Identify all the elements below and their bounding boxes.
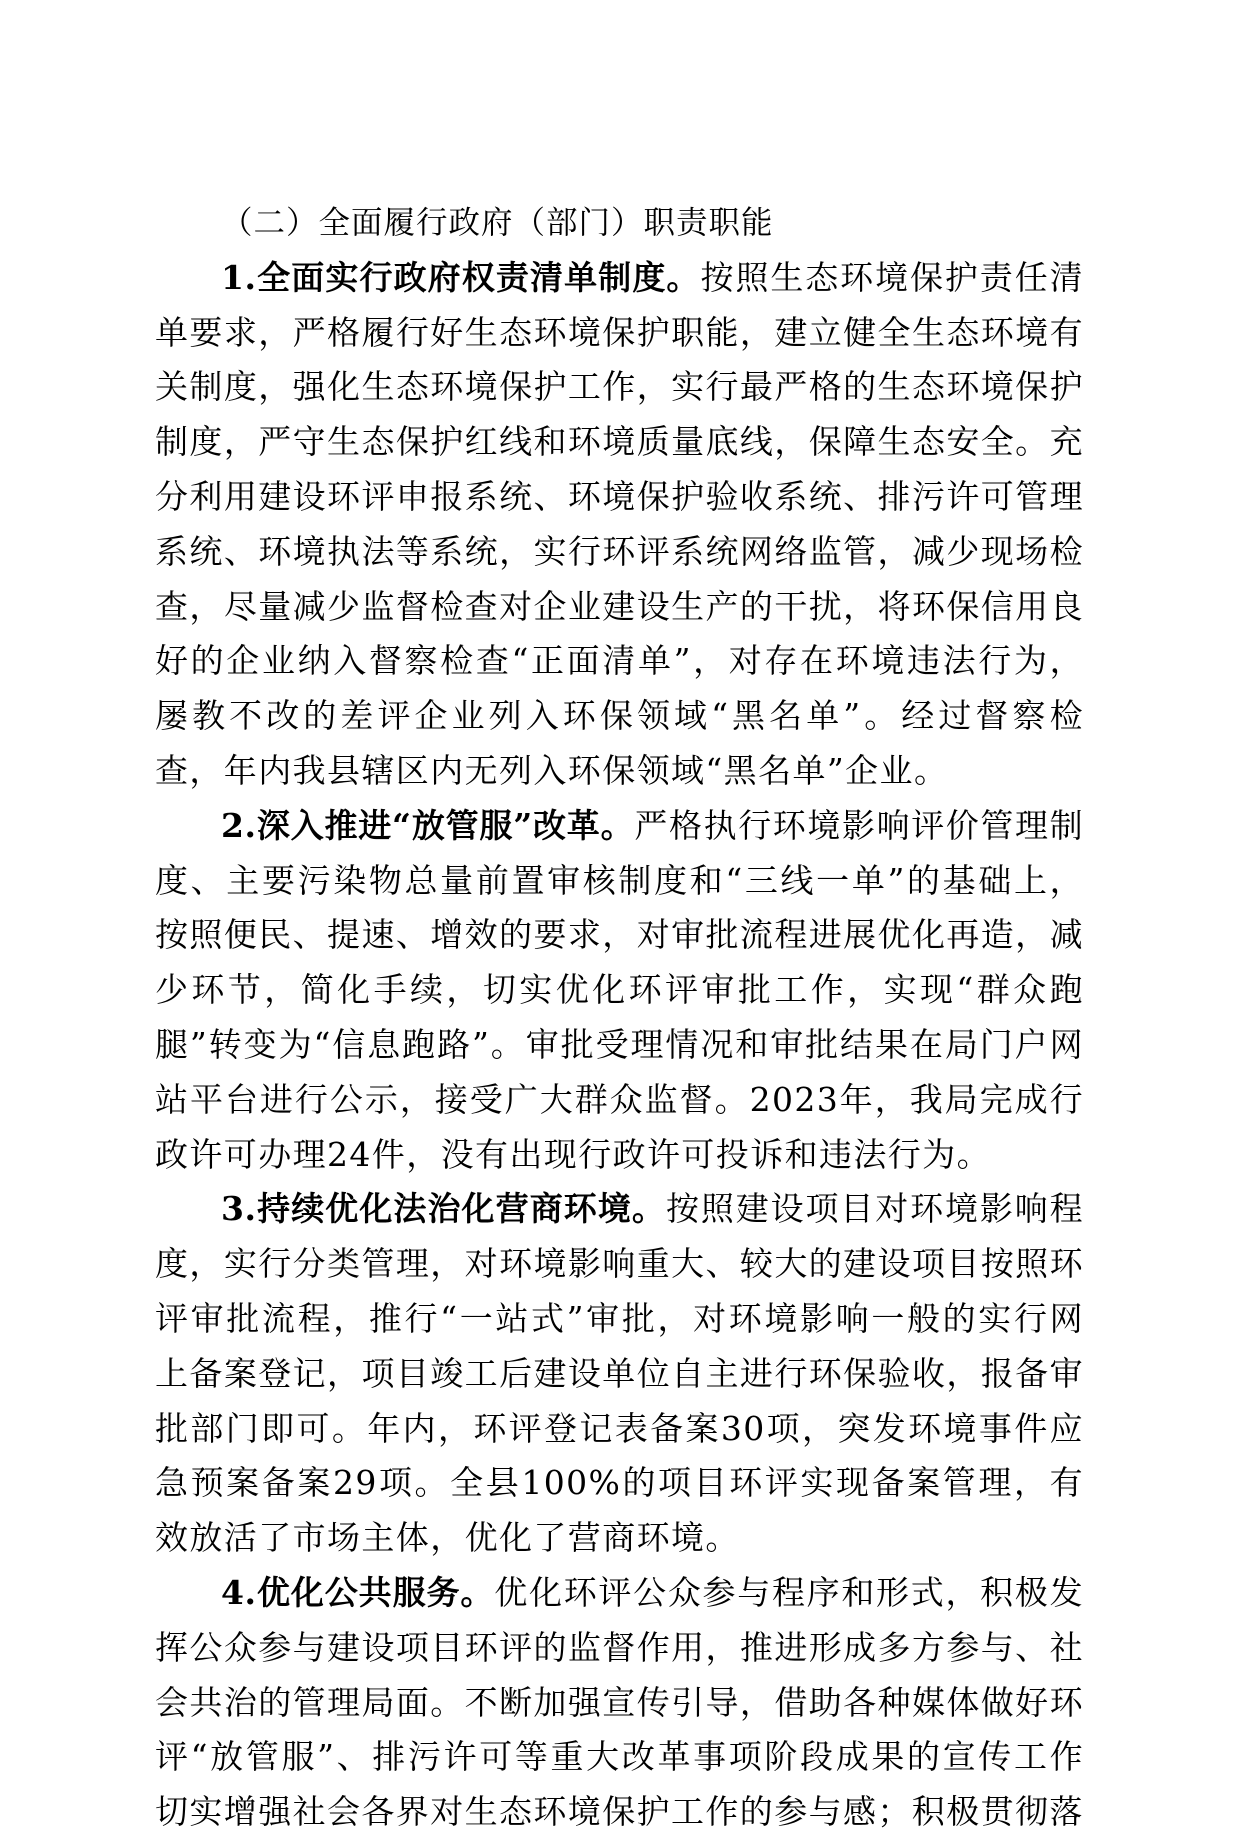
paragraph-4: [155, 1566, 1084, 1840]
paragraph-3-body: 按照建设项目对环境影响程度，实行分类管理，对环境影响重大、较大的建设项目按照环评审批流程，推行“一站式”审批，对环境影响一般的实行网上备案登记，项目竣工后建设单位自主进行环保验收，报备审批部门即可。年内，环评登记表备案30项，突发环境事件应急预案备案29项。全县100%的项目环评实现备案管理，有效放活了市场主体，优化了营商环境。: [155, 1189, 1084, 1558]
paragraph-4-body: 优化环评公众参与程序和形式，积极发挥公众参与建设项目环评的监督作用，推进形成多方参与、社会共治的管理局面。不断加强宣传引导，借助各种媒体做好环评“放管服”、排污许可等重大改革事项阶段成果的宣传工作切实增强社会各界对生态环境保护工作的参与感；积极贯彻落: [155, 1572, 1084, 1832]
paragraph-2: [155, 799, 1084, 1183]
paragraph-3: [155, 1182, 1084, 1566]
paragraph-4-lead: 4.优化公共服务。: [221, 1572, 495, 1612]
paragraph-2-lead: 2.深入推进“放管服”改革。: [221, 805, 635, 845]
document-page: [155, 196, 1084, 1840]
section-heading: （二）全面履行政府（部门）职责职能: [221, 205, 774, 241]
paragraph-1: [155, 251, 1084, 799]
paragraph-1-lead: 1.全面实行政府权责清单制度。: [221, 257, 701, 297]
paragraph-2-body: 严格执行环境影响评价管理制度、主要污染物总量前置审核制度和“三线一单”的基础上，按照便民、提速、增效的要求，对审批流程进展优化再造，减少环节，简化手续，切实优化环评审批工作，实现“群众跑腿”转变为“信息跑路”。审批受理情况和审批结果在局门户网站平台进行公示，接受广大群众监督。2023年，我局完成行政许可办理24件，没有出现行政许可投诉和违法行为。: [155, 805, 1084, 1174]
paragraph-3-lead: 3.持续优化法治化营商环境。: [221, 1189, 666, 1229]
paragraph-1-body: 按照生态环境保护责任清单要求，严格履行好生态环境保护职能，建立健全生态环境有关制度，强化生态环境保护工作，实行最严格的生态环境保护制度，严守生态保护红线和环境质量底线，保障生态安全。充分利用建设环评申报系统、环境保护验收系统、排污许可管理系统、环境执法等系统，实行环评系统网络监管，减少现场检查，尽量减少监督检查对企业建设生产的干扰，将环保信用良好的企业纳入督察检查“正面清单”，对存在环境违法行为，屡教不改的差评企业列入环保领域“黑名单”。经过督察检查，年内我县辖区内无列入环保领域“黑名单”企业。: [155, 257, 1085, 790]
